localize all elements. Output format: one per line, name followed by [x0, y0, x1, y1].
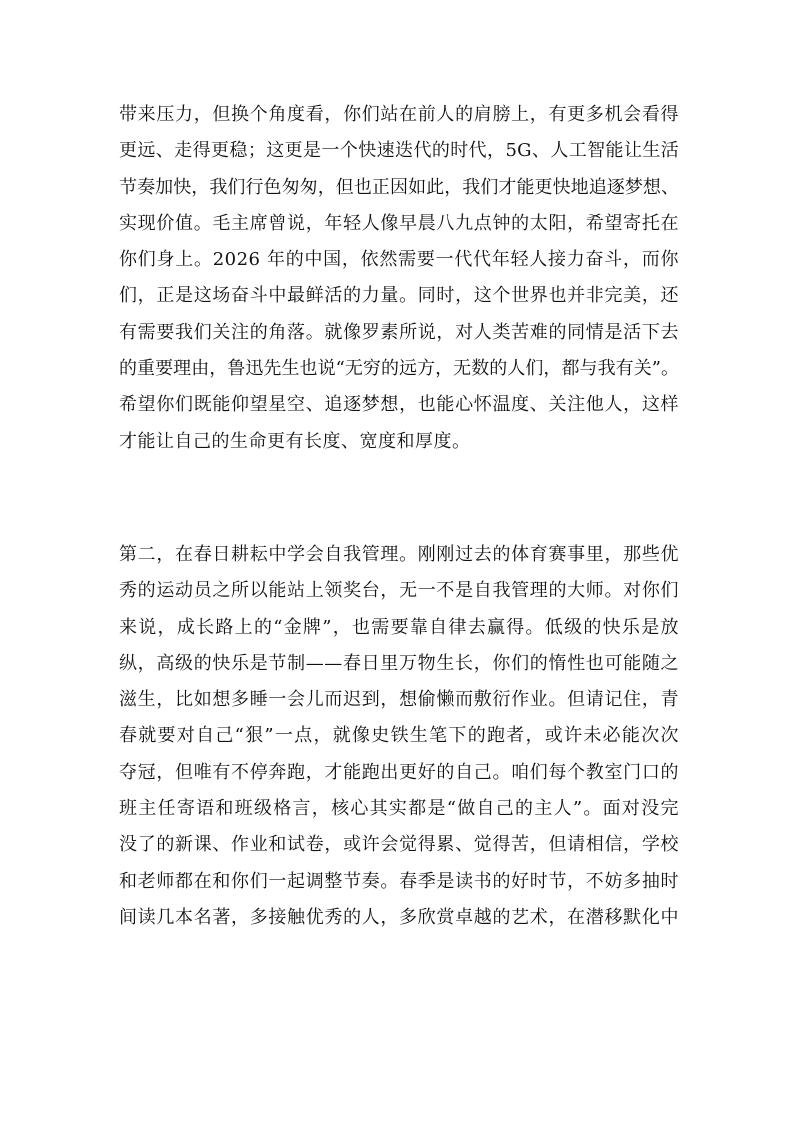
text-line: 来说，成长路上的“金牌”，也需要靠自律去赢得。低级的快乐是放 [119, 616, 679, 638]
text-line: 春就要对自己“狠”一点，就像史铁生笔下的跑者，或许未必能次次 [119, 725, 679, 747]
text-line: 更远、走得更稳；这更是一个快速迭代的时代，5G、人工智能让生活 [119, 140, 679, 162]
text-line: 实现价值。毛主席曾说，年轻人像早晨八九点钟的太阳，希望寄托在 [119, 212, 679, 234]
text-line: 希望你们既能仰望星空、追逐梦想，也能心怀温度、关注他人，这样 [119, 394, 679, 416]
paragraph [119, 97, 679, 460]
text-line: 才能让自己的生命更有长度、宽度和厚度。 [119, 430, 471, 452]
text-line: 们，正是这场奋斗中最鲜活的力量。同时，这个世界也并非完美，还 [119, 285, 679, 307]
text-line: 纵，高级的快乐是节制——春日里万物生长，你们的惰性也可能随之 [119, 652, 679, 674]
text-line: 带来压力，但换个角度看，你们站在前人的肩膀上，有更多机会看得 [119, 104, 679, 125]
text-line: 第二，在春日耕耘中学会自我管理。刚刚过去的体育赛事里，那些优 [119, 544, 679, 565]
text-line: 夺冠，但唯有不停奔跑，才能跑出更好的自己。咱们每个教室门口的 [119, 761, 679, 783]
text-line: 没了的新课、作业和试卷，或许会觉得累、觉得苦，但请相信，学校 [119, 834, 679, 856]
text-line: 的重要理由，鲁迅先生也说“无穷的远方，无数的人们，都与我有关”。 [119, 358, 679, 380]
text-line: 秀的运动员之所以能站上领奖台，无一不是自我管理的大师。对你们 [119, 580, 679, 602]
text-line: 有需要我们关注的角落。就像罗素所说，对人类苦难的同情是活下去 [119, 321, 679, 343]
text-line: 你们身上。2026 年的中国，依然需要一代代年轻人接力奋斗，而你 [119, 249, 679, 271]
text-line: 节奏加快，我们行色匆匆，但也正因如此，我们才能更快地追逐梦想、 [119, 176, 679, 198]
paragraph [119, 537, 679, 936]
text-line: 间读几本名著，多接触优秀的人，多欣赏卓越的艺术，在潜移默化中 [119, 906, 679, 928]
text-line: 和老师都在和你们一起调整节奏。春季是读书的好时节，不妨多抽时 [119, 870, 679, 892]
text-line: 班主任寄语和班级格言，核心其实都是“做自己的主人”。面对没完 [119, 798, 679, 820]
text-line: 滋生，比如想多睡一会儿而迟到，想偷懒而敷衍作业。但请记住，青 [119, 689, 679, 711]
